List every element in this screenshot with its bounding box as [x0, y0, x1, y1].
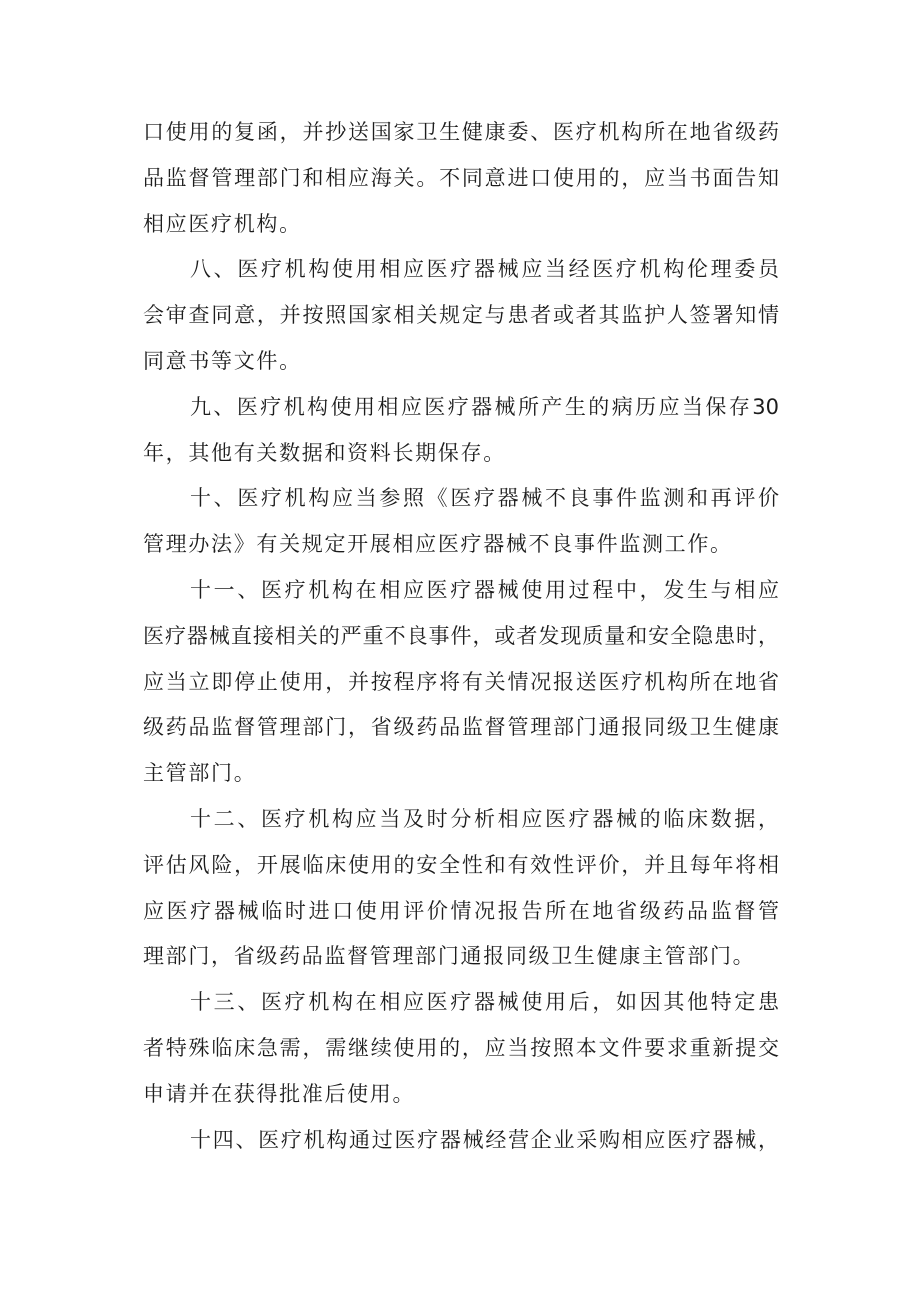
paragraph-continuation: [143, 110, 779, 247]
text-line: 十四、医疗机构通过医疗器械经营企业采购相应医疗器械，: [190, 1127, 779, 1152]
text-line: 评估风险，开展临床使用的安全性和有效性评价，并且每年将相: [143, 852, 779, 877]
paragraph-item-11: [143, 568, 779, 797]
text-line: 级药品监督管理部门，省级药品监督管理部门通报同级卫生健康: [143, 715, 779, 740]
text-line: 八、医疗机构使用相应医疗器械应当经医疗机构伦理委员: [190, 257, 779, 282]
paragraph-item-10: [143, 476, 779, 568]
paragraph-item-13: [143, 980, 779, 1117]
text-line: 品监督管理部门和相应海关。不同意进口使用的，应当书面告知: [143, 165, 779, 190]
text-line: 相应医疗机构。: [143, 211, 302, 236]
text-line: 主管部门。: [143, 761, 257, 786]
text-line: 十二、医疗机构应当及时分析相应医疗器械的临床数据，: [190, 806, 779, 831]
text-line: 理部门，省级药品监督管理部门通报同级卫生健康主管部门。: [143, 944, 756, 969]
text-line: 会审查同意，并按照国家相关规定与患者或者其监护人签署知情: [143, 303, 779, 328]
text-line: 应医疗器械临时进口使用评价情况报告所在地省级药品监督管: [143, 898, 779, 923]
paragraph-item-9: [143, 385, 779, 477]
text-line: 口使用的复函，并抄送国家卫生健康委、医疗机构所在地省级药: [143, 120, 779, 144]
paragraph-item-12: [143, 797, 779, 980]
text-line: 者特殊临床急需，需继续使用的，应当按照本文件要求重新提交: [143, 1035, 779, 1060]
text-line: 十、医疗机构应当参照《医疗器械不良事件监测和再评价: [190, 486, 779, 511]
text-line: 年，其他有关数据和资料长期保存。: [143, 440, 506, 465]
text-line: 十一、医疗机构在相应医疗器械使用过程中，发生与相应: [190, 577, 779, 602]
text-line: 申请并在获得批准后使用。: [143, 1081, 416, 1106]
text-line: 九、医疗机构使用相应医疗器械所产生的病历应当保存30: [190, 394, 779, 419]
paragraph-item-8: [143, 247, 779, 384]
document-body: [143, 110, 779, 1163]
text-line: 医疗器械直接相关的严重不良事件，或者发现质量和安全隐患时，: [143, 623, 779, 648]
paragraph-item-14: [143, 1118, 779, 1164]
text-line: 管理办法》有关规定开展相应医疗器械不良事件监测工作。: [143, 532, 733, 557]
text-line: 同意书等文件。: [143, 348, 302, 373]
text-line: 十三、医疗机构在相应医疗器械使用后，如因其他特定患: [190, 990, 779, 1015]
text-line: 应当立即停止使用，并按程序将有关情况报送医疗机构所在地省: [143, 669, 779, 694]
